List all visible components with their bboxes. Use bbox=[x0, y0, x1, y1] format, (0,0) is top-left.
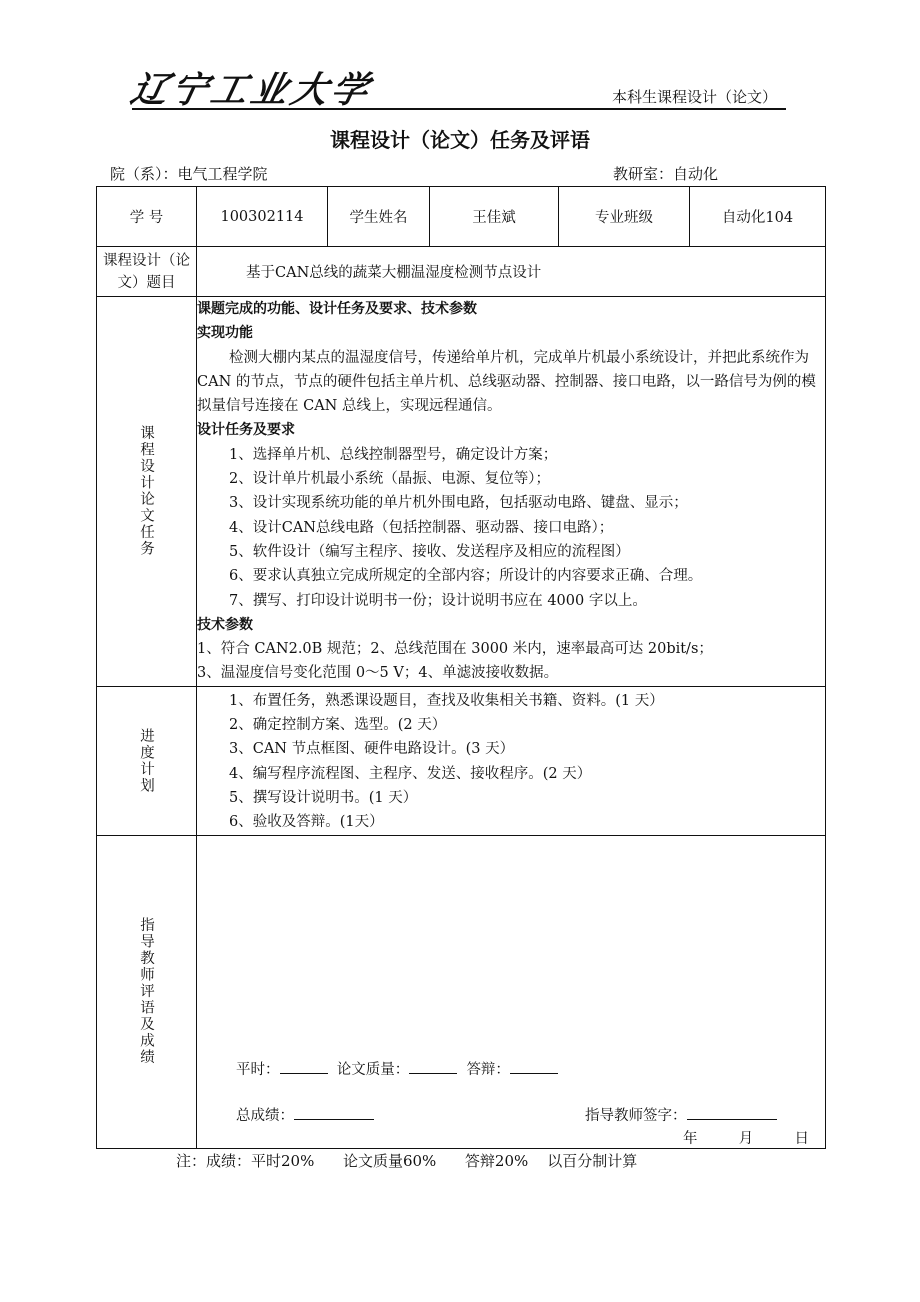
month-label: 月 bbox=[738, 1131, 754, 1148]
topic-title: 基于CAN总线的蔬菜大棚温湿度检测节点设计 bbox=[197, 247, 826, 297]
date-line bbox=[683, 1127, 809, 1148]
requirement-item: 2、设计单片机最小系统（晶振、电源、复位等）； bbox=[229, 471, 550, 488]
task-label-cell bbox=[97, 297, 197, 687]
score-line bbox=[236, 1058, 558, 1079]
daily-score-blank bbox=[280, 1073, 328, 1074]
university-logo: 辽宁工业大学 bbox=[127, 69, 376, 111]
total-line bbox=[236, 1104, 374, 1125]
requirement-item: 5、软件设计（编写主程序、接收、发送程序及相应的流程图） bbox=[229, 543, 630, 560]
requirements-heading: 设计任务及要求 bbox=[197, 422, 295, 439]
year-label: 年 bbox=[683, 1131, 698, 1148]
comment-label: 指导教师评语及成绩 bbox=[138, 917, 154, 1066]
student-name: 王佳斌 bbox=[430, 187, 559, 247]
page-title: 课程设计（论文）任务及评语 bbox=[330, 128, 590, 152]
daily-score-label: 平时： bbox=[236, 1062, 280, 1079]
comment-label-cell bbox=[97, 835, 197, 1148]
topic-label: 课程设计（论文）题目 bbox=[97, 247, 197, 297]
param-item: 3、温湿度信号变化范围 0～5 V；4、单滤波接收数据。 bbox=[197, 665, 559, 682]
department: 院（系）：电气工程学院 bbox=[110, 165, 268, 183]
schedule-item: 2、确定控制方案、选型。(2 天） bbox=[229, 717, 447, 734]
requirement-item: 1、选择单片机、总线控制器型号，确定设计方案； bbox=[229, 446, 558, 463]
param-item: 1、符合 CAN2.0B 规范；2、总线范围在 3000 米内，速率最高可达 20bit/s； bbox=[197, 641, 713, 658]
requirement-item: 3、设计实现系统功能的单片机外围电路，包括驱动电路、键盘、显示； bbox=[229, 495, 688, 512]
comment-area bbox=[197, 835, 826, 1148]
schedule-item: 4、编写程序流程图、主程序、发送、接收程序。(2 天） bbox=[229, 765, 592, 782]
major-class-label: 专业班级 bbox=[559, 187, 690, 247]
quality-score-label: 论文质量： bbox=[336, 1062, 410, 1079]
major-class: 自动化104 bbox=[690, 187, 826, 247]
grading-note: 注：成绩：平时20% 论文质量60% 答辩20% 以百分制计算 bbox=[176, 1152, 638, 1170]
student-name-label: 学生姓名 bbox=[328, 187, 430, 247]
task-heading: 课题完成的功能、设计任务及要求、技术参数 bbox=[197, 301, 477, 317]
teaching-office: 教研室：自动化 bbox=[613, 165, 719, 183]
student-id: 100302114 bbox=[197, 187, 328, 247]
schedule-content bbox=[197, 686, 826, 835]
schedule-item: 1、布置任务，熟悉课设题目，查找及收集相关书籍、资料。(1 天） bbox=[229, 692, 664, 709]
params-heading: 技术参数 bbox=[197, 616, 253, 633]
quality-score-blank bbox=[409, 1073, 457, 1074]
defense-score-blank bbox=[510, 1073, 558, 1074]
signature-blank bbox=[687, 1119, 777, 1120]
schedule-item: 6、验收及答辩。(1天） bbox=[229, 814, 384, 831]
schedule-label-cell bbox=[97, 686, 197, 835]
signature-line bbox=[585, 1104, 777, 1125]
function-heading: 实现功能 bbox=[197, 325, 253, 342]
signature-label: 指导教师签字： bbox=[585, 1108, 687, 1125]
total-score-blank bbox=[294, 1119, 374, 1120]
student-id-label: 学 号 bbox=[97, 187, 197, 247]
day-label: 日 bbox=[794, 1131, 809, 1148]
task-label: 课程设计论文任务 bbox=[138, 425, 154, 558]
task-content bbox=[197, 297, 826, 687]
function-text: 检测大棚内某点的温湿度信号，传递给单片机，完成单片机最小系统设计，并把此系统作为 CAN 的节点，节点的硬件包括主单片机、总线驱动器、控制器、接口电路，以一路信号为例的模拟量信号连接在 CAN 总线上，实现远程通信。 bbox=[197, 349, 816, 415]
total-score-label: 总成绩： bbox=[236, 1108, 294, 1125]
schedule-label: 进度计划 bbox=[138, 727, 154, 794]
header-divider bbox=[132, 108, 786, 110]
schedule-item: 5、撰写设计说明书。(1 天） bbox=[229, 789, 418, 806]
requirement-item: 6、要求认真独立完成所规定的全部内容；所设计的内容要求正确、合理。 bbox=[229, 568, 703, 585]
doc-type: 本科生课程设计（论文） bbox=[612, 88, 778, 106]
requirement-item: 4、设计CAN总线电路（包括控制器、驱动器、接口电路）； bbox=[229, 519, 614, 536]
defense-score-label: 答辩： bbox=[466, 1062, 510, 1079]
task-table bbox=[96, 186, 826, 1149]
requirement-item: 7、撰写、打印设计说明书一份；设计说明书应在 4000 字以上。 bbox=[229, 592, 647, 609]
schedule-item: 3、CAN 节点框图、硬件电路设计。(3 天） bbox=[229, 741, 515, 758]
